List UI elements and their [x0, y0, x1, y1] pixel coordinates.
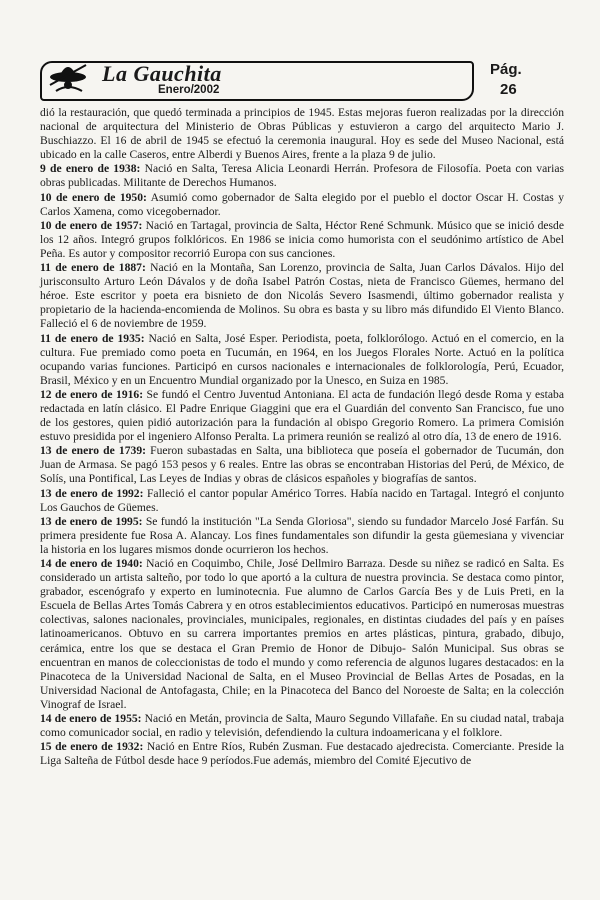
entry-paragraph: 9 de enero de 1938: Nació en Salta, Teresa Alicia Leonardi Herrán. Profesora de Filosofía. Poeta con varias obras publicadas. Militante de Derechos Humanos.	[40, 162, 564, 190]
entry-paragraph: 15 de enero de 1932: Nació en Entre Ríos, Rubén Zusman. Fue destacado ajedrecista. Comerciante. Preside la Liga Salteña de Fútbol desde hace 9 períodos.Fue además, miembro del Comité Ejecutivo de	[40, 740, 564, 768]
entry-paragraph: dió la restauración, que quedó terminada a principios de 1945. Estas mejoras fueron realizadas por la dirección nacional de arquitectura del Ministerio de Obras Públicas y estuvieron a cargo del arquitecto Mario J. Buschiazzo. El 16 de abril de 1945 se efectuó la ceremonia inaugural. Hoy es sede del Museo Nacional, está ubicado en la calle Caseros, entre Alberdi y Buenos Aires, frente a la plaza 9 de julio.	[40, 106, 564, 162]
entry-paragraph: 10 de enero de 1950: Asumió como gobernador de Salta elegido por el pueblo el doctor Oscar H. Costas y Carlos Xamena, como vicegobernador.	[40, 190, 564, 218]
publication-title: La Gauchita	[102, 61, 222, 86]
entry-paragraph: 13 de enero de 1995: Se fundó la institución "La Senda Gloriosa", siendo su fundador Marcelo José Farfán. Su primera presidente fue Rosa A. Alancay. Los fines fundamentales son difundir la gesta güemesiana y vivenciar la historia en los lugares mismos donde ocurrieron los hechos.	[40, 514, 564, 556]
gaucho-logo-icon	[46, 55, 92, 99]
entry-paragraph: 14 de enero de 1940: Nació en Coquimbo, Chile, José Dellmiro Barraza. Desde su niñez se radicó en Salta. Es considerado un artista salteño, por todo lo que aportó a la cultura de nuestra provincia. Se destaca como pintor, grabador, escenógrafo y experto en luminotecnia. Fue alumno de Carlos García Bes y de Luis Preti, en la Escuela de Bellas Artes Tomás Cabrera y en otros establecimientos educativos. Participó en numerosas muestras colectivas, salones nacionales, provinciales, municipales, regionales, en distintas ciudades del país y en países latinoamericanos. Obtuvo en su carrera importantes premios en artes plásticas, pintura, grabado, dibujo, cerámica, entre los que se destaca el Gran Premio de Honor de Dibujo- Salón Municipal. Sus obras se encuentran en manos de coleccionistas de todo el mundo y como referencia de algunos lugares destacados: en la Pinacoteca de la Universidad Nacional de Salta, en el Museo Provincial de Bellas Artes de Posadas, en la Universidad Nacional de Antofagasta, Chile; en la Pinacoteca del Banco del Noroeste de Salta; en la colección Vinograf de Israel.	[40, 557, 564, 711]
page-header	[40, 55, 570, 103]
entry-paragraph: 11 de enero de 1887: Nació en la Montaña, San Lorenzo, provincia de Salta, Juan Carlos Dávalos. Hijo del jurisconsulto Arturo León Dávalos y de doña Isabel Patrón Costas, nieta de Francisco Güemes, hermano del héroe. Este escritor y poeta era bisnieto de don Nicolás Severo Isasmendi, último gobernador realista y propietario de la hacienda-encomienda de Molinos. Su obra es basta y su libro más difundido El Viento Blanco. Falleció el 6 de noviembre de 1959.	[40, 261, 564, 331]
issue-date: Enero/2002	[158, 84, 220, 96]
entry-paragraph: 13 de enero de 1739: Fueron subastadas en Salta, una biblioteca que poseía el gobernador de Tucumán, don Juan de Armasa. Se pagó 153 pesos y 6 reales. Entre las obras se encontraban Historias del Perú, de México, de Solís, una Pontifical, Las Leyes de Indias y obras de clásicos españoles y biografías de santos.	[40, 444, 564, 486]
page-number: 26	[500, 81, 517, 98]
article-body	[40, 106, 564, 768]
page-label: Pág.	[490, 61, 522, 78]
entry-paragraph: 10 de enero de 1957: Nació en Tartagal, provincia de Salta, Héctor René Schmunk. Músico que se inició desde los 12 años. Integró grupos folklóricos. En 1986 se inicia como humorista con el seudónimo artístico de Abel Peña. Es autor y compositor recorrió Europa con sus canciones.	[40, 218, 564, 260]
entry-paragraph: 11 de enero de 1935: Nació en Salta, José Esper. Periodista, poeta, folklorólogo. Actuó en el comercio, en la cultura. Fue premiado como poeta en Tucumán, en 1964, en los Juegos Florales Norte. Actuó en la política ocupando varias funciones. Participó en cursos nacionales e internacionales de folklorología, Perú, Ecuador, Brasil, México y en un Encuentro Mundial organizado por la Unesco, en Suiza en 1985.	[40, 331, 564, 387]
entry-paragraph: 14 de enero de 1955: Nació en Metán, provincia de Salta, Mauro Segundo Villafañe. En su ciudad natal, trabaja como comunicador social, en radio y televisión, defendiendo la cultura indoamericana y el folklore.	[40, 712, 564, 740]
entry-paragraph: 12 de enero de 1916: Se fundó el Centro Juventud Antoniana. El acta de fundación llegó desde Roma y estaba redactada en latín clásico. El Padre Enrique Giaggini que era el Guardián del convento San Francisco, fue uno de los gestores, quien pidió autorización para la fundación al obispo Gregorio Romero. La primera Comisión estuvo presidida por el ingeniero Alfonso Peralta. La primera reunión se realizó al otro día, 13 de enero de 1916.	[40, 387, 564, 444]
entry-paragraph: 13 de enero de 1992: Falleció el cantor popular Américo Torres. Había nacido en Tartagal. Integró el conjunto Los Gauchos de Güemes.	[40, 486, 565, 514]
